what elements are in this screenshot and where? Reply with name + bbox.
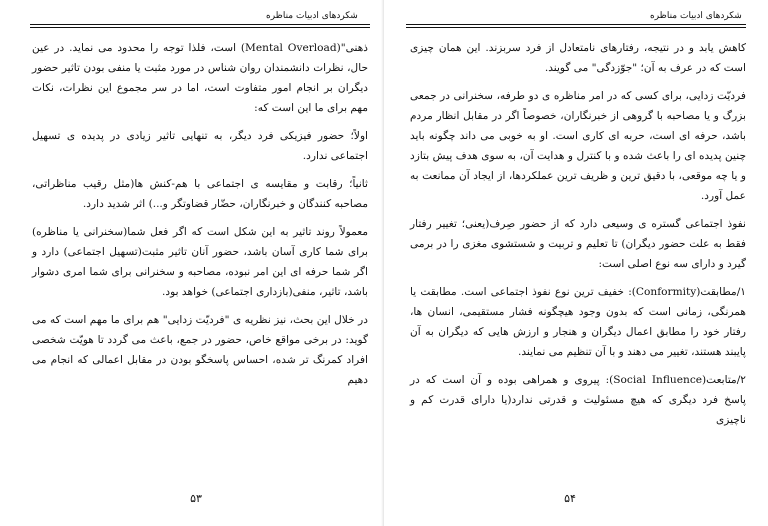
- right-page: [384, 0, 768, 526]
- right-paragraph-1: کاهش یابد و در نتیجه، رفتارهای نامتعادل از فرد سربزند. این همان چیزی است که در عرف به آن؛ "جوّزدگی" می گویند.: [410, 42, 746, 74]
- right-paragraph-2: فرديّت زدایی، برای کسی که در امر مناظره ی دو طرفه، سخنرانی در جمعی بزرگ و یا مصاحبه با گروهی از خبرنگاران، خصوصاً اگر در مقابل انظار مردم باشد، حرفه ای است، حربه ای کاری است. او به خوبی می داند چگونه باید چنین پدیده ای را باعث شده و با کنترل و هدایت آن، به سوی هدف پیش بتازد و یا چه موقعی، با دقیق ترین و ظریف ترین عملکردها، از ایجاد آن ممانعت به عمل آورد.: [410, 90, 746, 202]
- left-paragraph-5: در خلال این بحث، نیز نظریه ی "فرديّت زدایی" هم برای ما مهم است که می گوید: در برخی مواقع خاص، حضور در جمع، باعث می گردد تا هویّت شخصی افراد کمرنگ تر شده، احساس پاسخگو بودن در مقابل اعمالی که انجام می دهیم: [32, 314, 368, 386]
- left-paragraph-1: ذهنی"(Mental Overload) است، فلذا توجه را محدود می نماید. در عین حال، نظرات دانشمندان روان شناس در مورد مثبت یا منفی بودن تاثیر حضور دیگران بر انجام امور متفاوت است، اما در سر مجموع این نظرات، نکات مهم برای ما این است که:: [32, 42, 368, 114]
- left-body-text: [32, 38, 368, 398]
- left-paragraph-4: معمولاً روند تاثیر به این شکل است که اگر فعل شما(سخنرانی یا مناظره) برای شما کاری آسان باشد، حضور آنان تاثیر مثبت(تسهیل اجتماعی) دارد و اگر شما حرفه ای این امر نبوده، مصاحبه و سخنرانی برای شما امری دشوار باشد، تاثیر، منفی(بازداری اجتماعی) خواهد بود.: [32, 226, 368, 298]
- right-paragraph-5: ۲/متابعت(Social Influence): پیروی و همراهی بوده و آن است که در پاسخ فرد دیگری که هیچ مسئولیت و قدرتی ندارد(یا دارای قدرت کم و ناچیزی: [410, 374, 746, 426]
- left-header-rule: [30, 24, 370, 25]
- left-header-title: شکردهای ادبیات مناظره: [266, 11, 358, 21]
- left-paragraph-3: ثانیاً؛ رقابت و مقایسه ی اجتماعی با هم-کنش ها(مثل رقیب مناظراتی، مصاحبه کنندگان و خبرنگاران، حضّار قضاوتگر و...) اثر شدید دارد.: [32, 178, 368, 210]
- right-page-number: ۵۴: [564, 492, 576, 505]
- right-body-text: [410, 38, 746, 438]
- left-page-number: ۵۳: [190, 492, 202, 505]
- left-header-rule-thin: [30, 27, 370, 28]
- right-header-rule-thin: [406, 27, 746, 28]
- right-paragraph-4: ۱/مطابقت(Conformity): خفیف ترین نوع نفوذ اجتماعی است. مطابقت یا همرنگی، زمانی است که بدون وجود هیچگونه فشار مستقیمی، انسان ها، رفتار خود را مطابق اعمال دیگران و هنجار و ارزش هایی که دیگران به آن پایبند هستند، تغییر می دهند و با آن تنظیم می نمایند.: [410, 286, 746, 358]
- right-header-rule: [406, 24, 746, 25]
- left-paragraph-2: اولاً؛ حضور فیزیکی فرد دیگر، به تنهایی تاثیر زیادی در پدیده ی تسهیل اجتماعی ندارد.: [32, 130, 368, 162]
- right-paragraph-3: نفوذ اجتماعی گستره ی وسیعی دارد که از حضور صِرف(یعنی؛ تغییر رفتار فقط به علت حضور دیگران) تا تعلیم و تربیت و شستشوی مغزی را در برمی گیرد و دارای سه نوع اصلی است:: [410, 218, 746, 270]
- right-header-title: شکردهای ادبیات مناظره: [650, 11, 742, 21]
